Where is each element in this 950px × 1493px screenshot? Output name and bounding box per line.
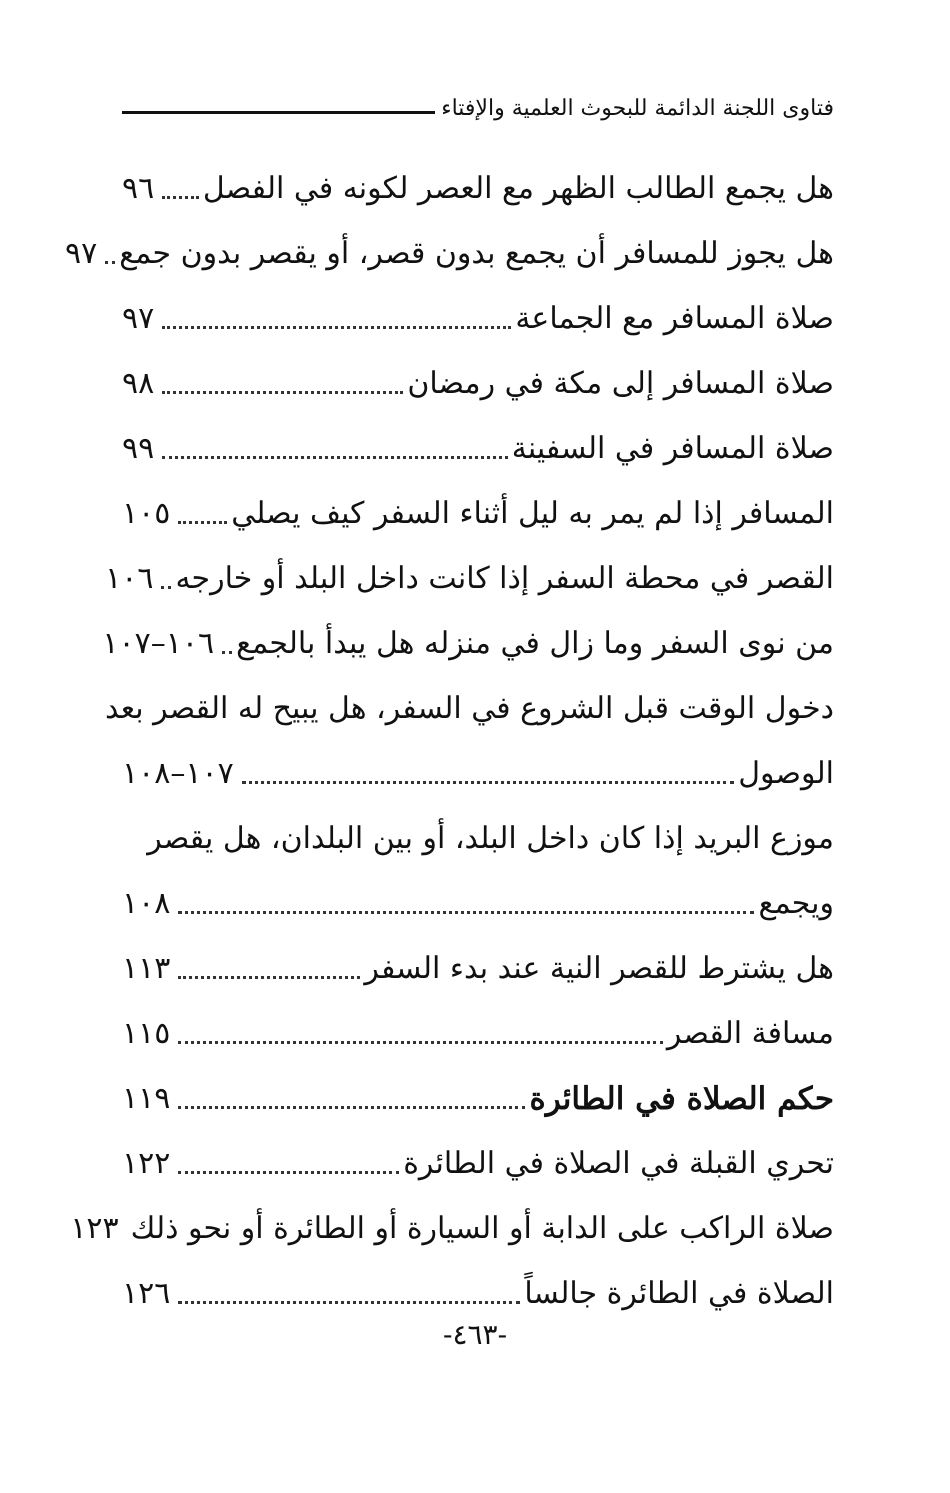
toc-entry-page: ١٠٦–١٠٧ <box>102 626 215 661</box>
toc-entry-title: حكم الصلاة في الطائرة <box>529 1080 834 1117</box>
dot-leader <box>178 1041 663 1044</box>
toc-entry-title: دخول الوقت قبل الشروع في السفر، هل يبيح له القصر بعد <box>105 691 834 726</box>
toc-entry <box>122 416 834 481</box>
dot-leader <box>178 1301 520 1304</box>
toc-entry <box>122 806 834 871</box>
toc-entry-page: ١١٩ <box>122 1081 171 1116</box>
toc-entry-page: ١٠٦ <box>105 561 154 596</box>
toc-entry <box>70 1196 834 1261</box>
toc-entry-page: ١١٣ <box>122 951 171 986</box>
page-number: -٤٦٣- <box>442 1318 508 1351</box>
toc-entry <box>64 221 834 286</box>
toc-entry <box>102 611 834 676</box>
toc-entry-title: القصر في محطة السفر إذا كانت داخل البلد أو خارجه <box>175 561 834 596</box>
toc-entry-title: الصلاة في الطائرة جالساً <box>524 1276 834 1311</box>
dot-leader <box>162 326 511 329</box>
toc-entry-title: تحري القبلة في الصلاة في الطائرة <box>403 1146 834 1181</box>
dot-leader <box>222 651 232 654</box>
toc-entry-title: هل يجوز للمسافر أن يجمع بدون قصر، أو يقصر بدون جمع <box>119 236 834 271</box>
dot-leader <box>178 1171 399 1174</box>
toc-entry-page: ١٢٢ <box>122 1146 171 1181</box>
toc-entry-page: ١١٥ <box>122 1016 171 1051</box>
running-header <box>122 86 834 126</box>
toc-entry-page: ١٠٧–١٠٨ <box>122 756 234 791</box>
toc-entry-page: ١٠٥ <box>122 496 171 531</box>
dot-leader <box>162 196 199 199</box>
toc-entry <box>122 1131 834 1196</box>
toc-entry <box>122 1066 834 1131</box>
toc-entry <box>122 481 834 546</box>
table-of-contents <box>64 156 834 1326</box>
toc-entry-title: ويجمع <box>758 886 834 921</box>
toc-entry-title: من نوى السفر وما زال في منزله هل يبدأ بالجمع <box>236 626 834 661</box>
toc-entry <box>122 741 834 806</box>
dot-leader <box>178 911 754 914</box>
toc-entry <box>105 676 834 741</box>
toc-entry-title: صلاة الراكب على الدابة أو السيارة أو الطائرة أو نحو ذلك <box>130 1211 834 1246</box>
toc-entry-page: ١٢٦ <box>122 1276 171 1311</box>
dot-leader <box>162 391 403 394</box>
toc-entry-title: موزع البريد إذا كان داخل البلد، أو بين البلدان، هل يقصر <box>147 821 834 856</box>
toc-entry-title: المسافر إذا لم يمر به ليل أثناء السفر كيف يصلي <box>231 496 834 531</box>
dot-leader <box>242 781 735 784</box>
toc-entry <box>122 156 834 221</box>
toc-entry-page: ١٢٣ <box>70 1211 119 1246</box>
toc-entry <box>122 936 834 1001</box>
dot-leader <box>105 261 115 264</box>
toc-entry <box>105 546 834 611</box>
toc-entry-title: هل يجمع الطالب الظهر مع العصر لكونه في الفصل <box>202 171 834 206</box>
toc-entry <box>122 1001 834 1066</box>
header-rule <box>122 111 435 114</box>
dot-leader <box>162 456 508 459</box>
toc-entry-title: صلاة المسافر في السفينة <box>511 431 834 466</box>
toc-entry-page: ٩٦ <box>122 171 155 206</box>
header-title: فتاوى اللجنة الدائمة للبحوث العلمية والإفتاء <box>441 96 834 121</box>
toc-entry <box>122 1261 834 1326</box>
toc-entry-page: ١٠٨ <box>122 886 171 921</box>
toc-entry-page: ٩٧ <box>64 236 98 271</box>
toc-entry-title: صلاة المسافر إلى مكة في رمضان <box>407 366 834 401</box>
toc-entry-title: مسافة القصر <box>666 1016 834 1051</box>
dot-leader <box>161 586 171 589</box>
toc-entry-page: ٩٧ <box>122 301 155 336</box>
toc-entry-page: ٩٨ <box>122 366 155 401</box>
toc-entry <box>122 871 834 936</box>
toc-entry-title: صلاة المسافر مع الجماعة <box>515 301 834 336</box>
toc-entry-title: هل يشترط للقصر النية عند بدء السفر <box>364 951 834 986</box>
dot-leader <box>178 976 360 979</box>
toc-entry <box>122 351 834 416</box>
toc-entry <box>122 286 834 351</box>
toc-entry-page: ٩٩ <box>122 431 155 466</box>
toc-entry-title: الوصول <box>738 756 834 791</box>
dot-leader <box>178 1106 525 1109</box>
dot-leader <box>178 521 227 524</box>
